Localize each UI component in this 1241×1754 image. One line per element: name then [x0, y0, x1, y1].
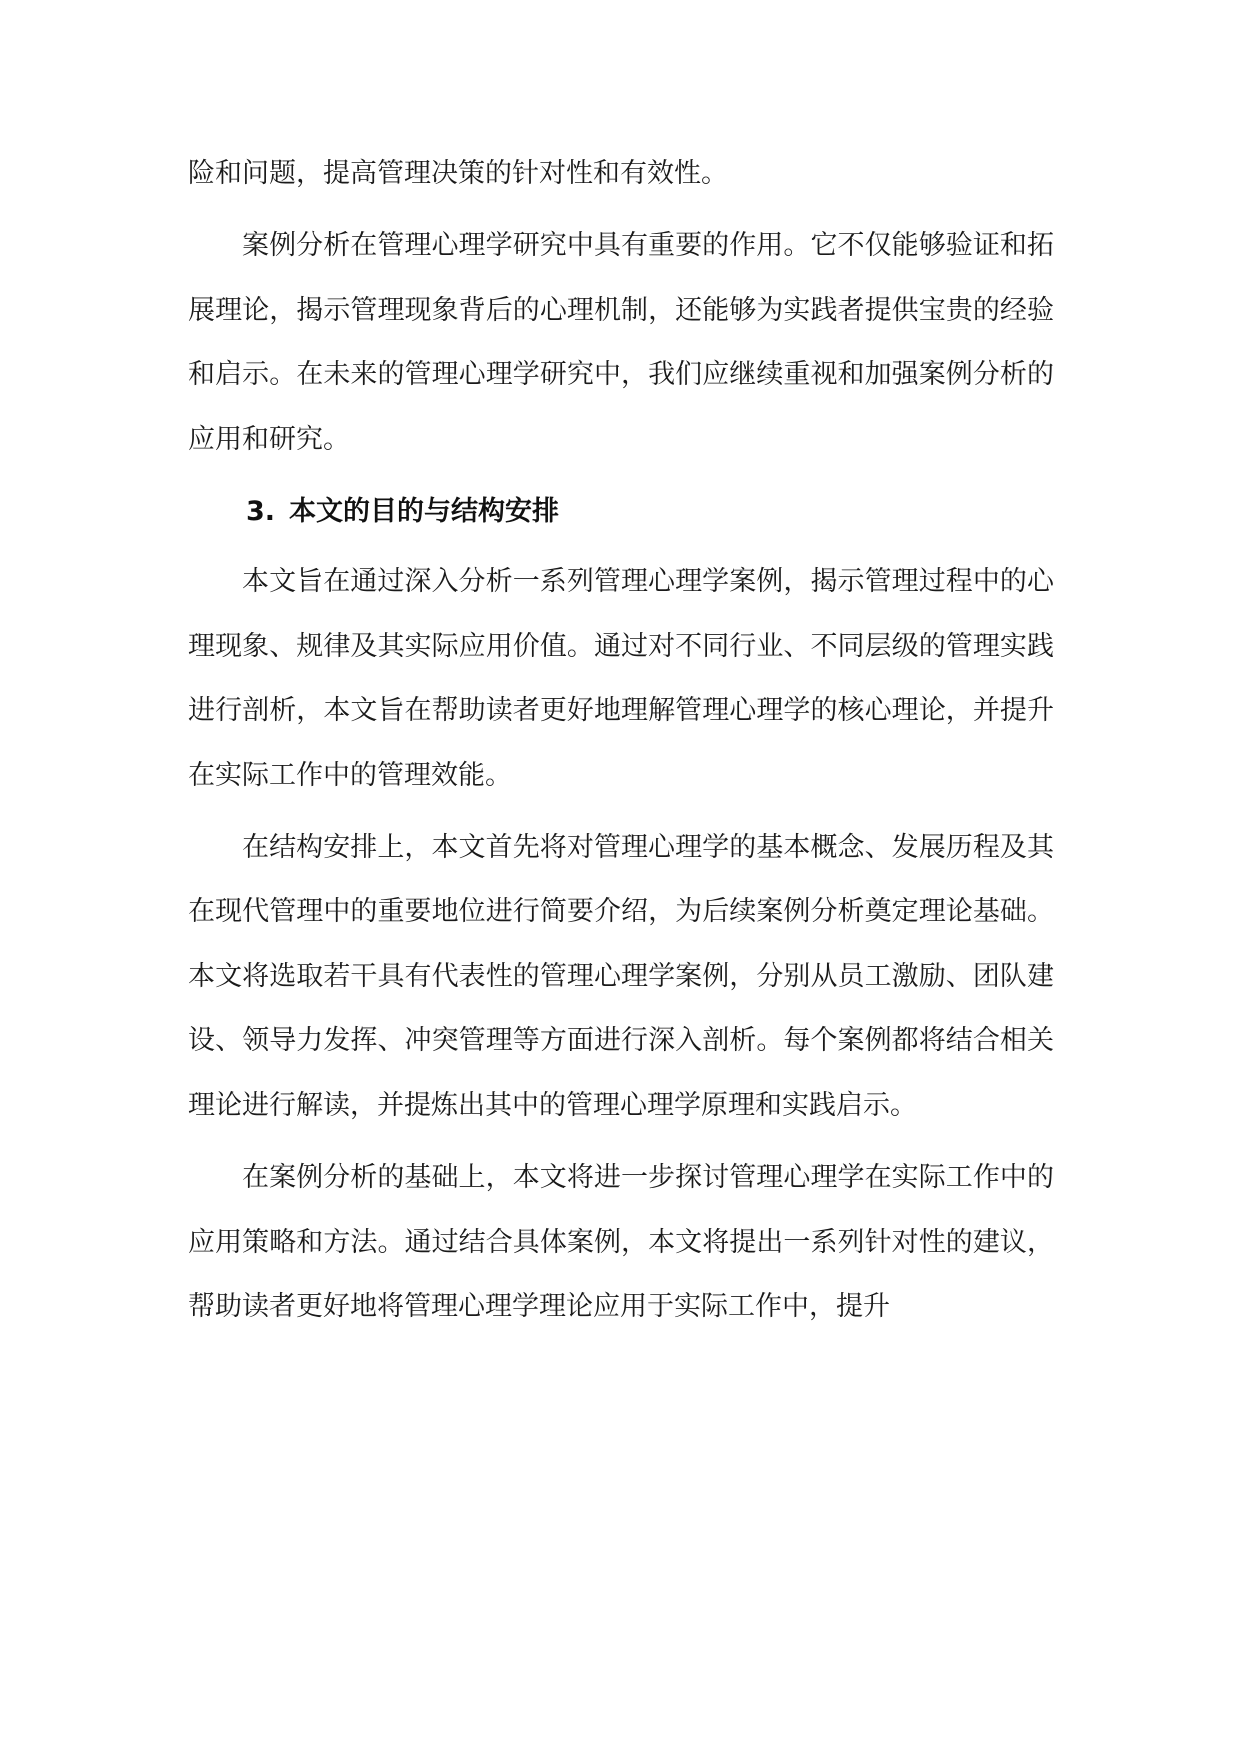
- paragraph-structure: 在结构安排上，本文首先将对管理心理学的基本概念、发展历程及其在现代管理中的重要地位进行简要介绍，为后续案例分析奠定理论基础。本文将选取若干具有代表性的管理心理学案例，分别从员工激励、团队建设、领导力发挥、冲突管理等方面进行深入剖析。每个案例都将结合相关理论进行解读，并提炼出其中的管理心理学原理和实践启示。: [188, 832, 1054, 1121]
- section-title: 本文的目的与结构安排: [289, 496, 560, 528]
- paragraph-case-analysis-role: 案例分析在管理心理学研究中具有重要的作用。它不仅能够验证和拓展理论，揭示管理现象背后的心理机制，还能够为实践者提供宝贵的经验和启示。在未来的管理心理学研究中，我们应继续重视和加强案例分析的应用和研究。: [188, 230, 1054, 455]
- document-body: [188, 142, 1054, 1347]
- paragraph-application: 在案例分析的基础上，本文将进一步探讨管理心理学在实际工作中的应用策略和方法。通过结合具体案例，本文将提出一系列针对性的建议，帮助读者更好地将管理心理学理论应用于实际工作中，提升: [188, 1162, 1054, 1322]
- section-heading: [188, 480, 1054, 544]
- section-number: 3.: [246, 496, 276, 528]
- paragraph-continued: 险和问题，提高管理决策的针对性和有效性。: [188, 158, 728, 189]
- paragraph-purpose: 本文旨在通过深入分析一系列管理心理学案例，揭示管理过程中的心理现象、规律及其实际应用价值。通过对不同行业、不同层级的管理实践进行剖析，本文旨在帮助读者更好地理解管理心理学的核心理论，并提升在实际工作中的管理效能。: [188, 566, 1054, 791]
